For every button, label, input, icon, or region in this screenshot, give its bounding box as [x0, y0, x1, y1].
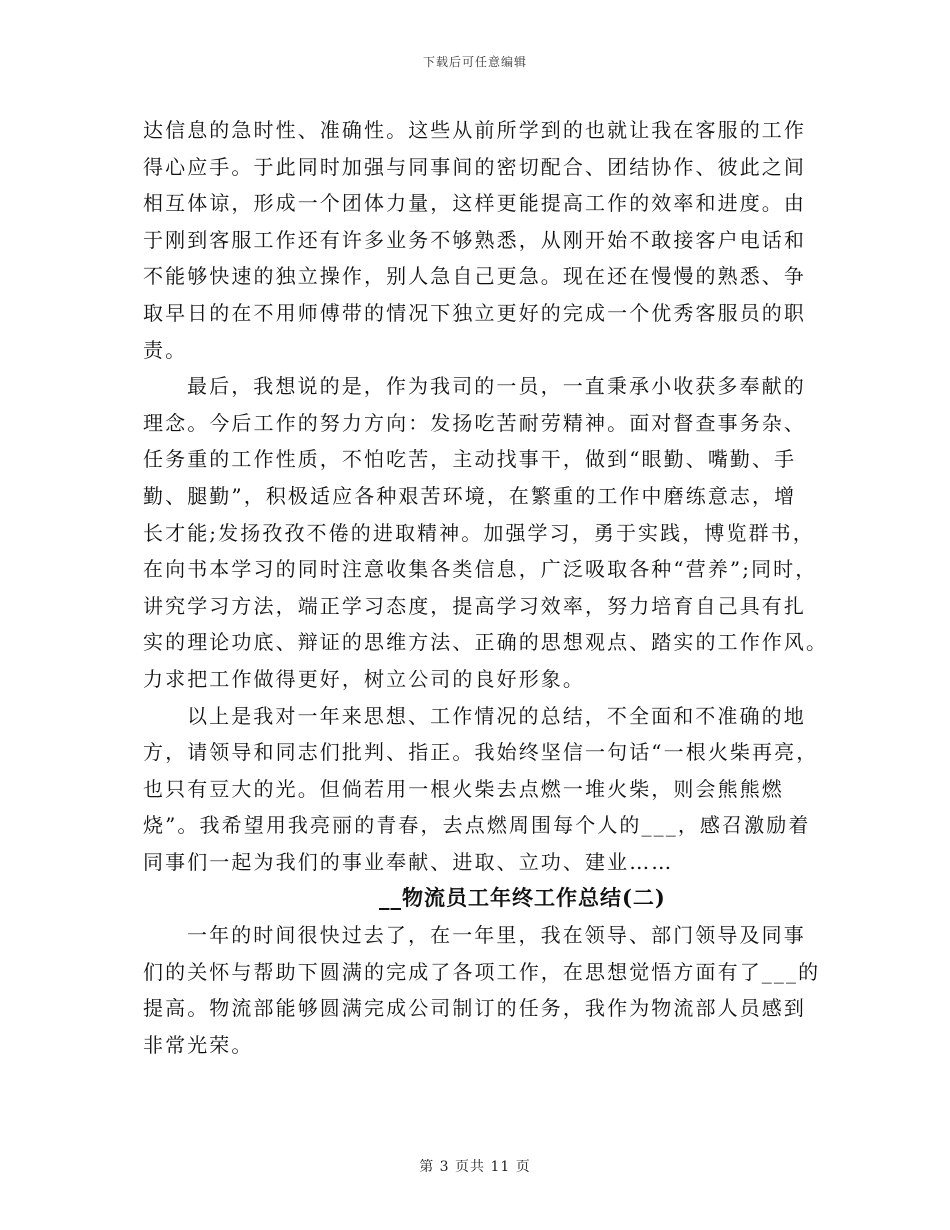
- paragraph-3: [143, 698, 823, 881]
- text-line: 长才能;发扬孜孜不倦的进取精神。加强学习，勇于实践，博览群书，: [143, 520, 815, 545]
- text-line: 也只有豆大的光。但倘若用一根火柴去点燃一堆火柴，则会熊熊燃: [143, 776, 784, 801]
- text-line: 提高。物流部能够圆满完成公司制订的任务，我作为物流部人员感到: [143, 996, 806, 1021]
- text-line: 在向书本学习的同时注意收集各类信息，广泛吸取各种“营养”;同时，: [143, 557, 818, 582]
- text-line: 得心应手。于此同时加强与同事间的密切配合、团结协作、彼此之间: [143, 154, 806, 179]
- text-line: 于刚到客服工作还有许多业务不够熟悉，从刚开始不敢接客户电话和: [143, 227, 806, 252]
- text-line: 实的理论功底、辩证的思维方法、正确的思想观点、踏实的工作作风。: [143, 630, 829, 655]
- text-line: 相互体谅，形成一个团体力量，这样更能提高工作的效率和进度。由: [143, 191, 806, 216]
- section-title: __物流员工年终工作总结(二): [379, 885, 666, 911]
- text-line: 非常光荣。: [143, 1032, 254, 1057]
- text-line: 最后，我想说的是，作为我司的一员，一直秉承小收获多奉献的: [187, 374, 806, 399]
- paragraph-2: [143, 368, 829, 697]
- text-line: 力求把工作做得更好，树立公司的良好形象。: [143, 666, 585, 691]
- text-line: 一年的时间很快过去了，在一年里，我在领导、部门领导及同事: [187, 923, 806, 948]
- text-line: 方，请领导和同志们批判、指正。我始终坚信一句话“一根火柴再亮，: [143, 740, 819, 765]
- text-line: 们的关怀与帮助下圆满的完成了各项工作，在思想觉悟方面有了___的: [143, 959, 821, 984]
- text-line: 责。: [143, 337, 188, 362]
- text-line: 烧”。我希望用我亮丽的青春，去点燃周围每个人的___，感召激励着: [143, 813, 811, 838]
- page-header: 下载后可任意编辑: [422, 55, 527, 69]
- text-line: 勤、腿勤”，积极适应各种艰苦环境，在繁重的工作中磨练意志，增: [143, 483, 797, 508]
- text-line: 同事们一起为我们的事业奉献、进取、立功、建业……: [143, 849, 674, 874]
- text-line: 讲究学习方法，端正学习态度，提高学习效率，努力培育自己具有扎: [143, 593, 806, 618]
- text-line: 理念。今后工作的努力方向：发扬吃苦耐劳精神。面对督查事务杂、: [143, 410, 806, 435]
- paragraph-4: [143, 917, 823, 1063]
- text-line: 任务重的工作性质，不怕吃苦，主动找事干，做到“眼勤、嘴勤、手: [143, 447, 797, 472]
- page-number: 第 3 页共 11 页: [419, 1159, 531, 1175]
- document-body: [143, 112, 829, 1063]
- text-line: 不能够快速的独立操作，别人急自己更急。现在还在慢慢的熟悉、争: [143, 264, 806, 289]
- text-line: 以上是我对一年来思想、工作情况的总结，不全面和不准确的地: [187, 703, 806, 728]
- paragraph-1: [143, 112, 823, 368]
- text-line: 取早日的在不用师傅带的情况下独立更好的完成一个优秀客服员的职: [143, 300, 806, 325]
- text-line: 达信息的急时性、准确性。这些从前所学到的也就让我在客服的工作: [143, 118, 806, 142]
